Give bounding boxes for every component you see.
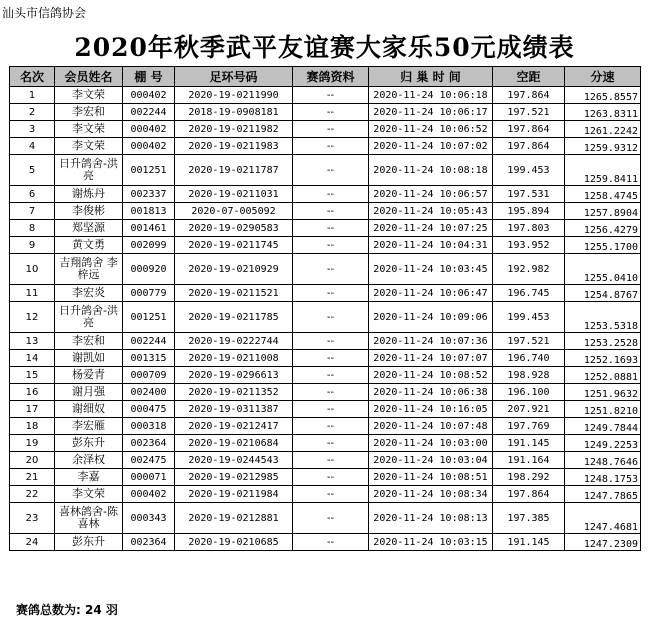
cell-ring: 2020-19-0211785 (175, 302, 293, 333)
cell-speed: 1257.8904 (565, 203, 641, 220)
cell-loft: 000402 (123, 138, 175, 155)
cell-speed: 1249.2253 (565, 435, 641, 452)
cell-name: 余泽权 (55, 452, 123, 469)
cell-speed: 1254.8767 (565, 285, 641, 302)
cell-rank: 4 (10, 138, 55, 155)
cell-info: -- (293, 104, 369, 121)
cell-ring: 2020-19-0296613 (175, 367, 293, 384)
cell-rank: 13 (10, 333, 55, 350)
cell-time: 2020-11-24 10:06:38 (369, 384, 493, 401)
table-row (10, 418, 641, 435)
cell-distance: 197.769 (493, 418, 565, 435)
cell-rank: 6 (10, 186, 55, 203)
cell-time: 2020-11-24 10:07:36 (369, 333, 493, 350)
cell-ring: 2020-19-0211031 (175, 186, 293, 203)
cell-name: 杨爱青 (55, 367, 123, 384)
cell-ring: 2020-19-0211521 (175, 285, 293, 302)
cell-distance: 193.952 (493, 237, 565, 254)
cell-name: 吉翔鸽舍 李梓远 (55, 254, 123, 285)
cell-ring: 2020-19-0211984 (175, 486, 293, 503)
table-row (10, 138, 641, 155)
cell-rank: 1 (10, 87, 55, 104)
table-row (10, 469, 641, 486)
cell-time: 2020-11-24 10:03:00 (369, 435, 493, 452)
cell-info: -- (293, 469, 369, 486)
cell-ring: 2020-19-0211982 (175, 121, 293, 138)
table-row (10, 302, 641, 333)
table-row (10, 503, 641, 534)
cell-ring: 2020-19-0210684 (175, 435, 293, 452)
cell-info: -- (293, 418, 369, 435)
table-row (10, 534, 641, 551)
cell-distance: 191.145 (493, 435, 565, 452)
cell-name: 彭东升 (55, 435, 123, 452)
cell-info: -- (293, 503, 369, 534)
cell-time: 2020-11-24 10:08:18 (369, 155, 493, 186)
cell-loft: 000920 (123, 254, 175, 285)
cell-rank: 10 (10, 254, 55, 285)
table-row (10, 203, 641, 220)
cell-name: 李宏雁 (55, 418, 123, 435)
cell-ring: 2020-19-0212881 (175, 503, 293, 534)
table-row (10, 350, 641, 367)
cell-time: 2020-11-24 10:09:06 (369, 302, 493, 333)
cell-info: -- (293, 220, 369, 237)
cell-loft: 002475 (123, 452, 175, 469)
cell-ring: 2020-19-0211745 (175, 237, 293, 254)
cell-time: 2020-11-24 10:06:57 (369, 186, 493, 203)
cell-loft: 001461 (123, 220, 175, 237)
table-row (10, 401, 641, 418)
cell-name: 李宏炎 (55, 285, 123, 302)
cell-distance: 197.803 (493, 220, 565, 237)
table-row (10, 104, 641, 121)
cell-loft: 000343 (123, 503, 175, 534)
column-header-loft: 棚 号 (123, 67, 175, 87)
cell-name: 郑坚源 (55, 220, 123, 237)
cell-name: 谢炼丹 (55, 186, 123, 203)
cell-name: 李宏和 (55, 333, 123, 350)
cell-speed: 1258.4745 (565, 186, 641, 203)
column-header-name: 会员姓名 (55, 67, 123, 87)
cell-loft: 002364 (123, 435, 175, 452)
cell-info: -- (293, 435, 369, 452)
cell-loft: 000779 (123, 285, 175, 302)
cell-ring: 2020-19-0212985 (175, 469, 293, 486)
cell-speed: 1261.2242 (565, 121, 641, 138)
cell-distance: 197.521 (493, 104, 565, 121)
cell-info: -- (293, 121, 369, 138)
cell-distance: 197.864 (493, 121, 565, 138)
cell-rank: 9 (10, 237, 55, 254)
cell-distance: 196.100 (493, 384, 565, 401)
cell-speed: 1256.4279 (565, 220, 641, 237)
cell-info: -- (293, 138, 369, 155)
cell-speed: 1259.9312 (565, 138, 641, 155)
cell-loft: 002400 (123, 384, 175, 401)
table-row (10, 435, 641, 452)
cell-loft: 002364 (123, 534, 175, 551)
cell-speed: 1251.9632 (565, 384, 641, 401)
cell-time: 2020-11-24 10:08:13 (369, 503, 493, 534)
cell-name: 日升鸽舍-洪亮 (55, 302, 123, 333)
cell-rank: 12 (10, 302, 55, 333)
table-row (10, 87, 641, 104)
cell-loft: 002099 (123, 237, 175, 254)
page-title: 2020年秋季武平友谊赛大家乐50元成绩表 (74, 33, 575, 62)
table-row (10, 155, 641, 186)
cell-time: 2020-11-24 10:03:45 (369, 254, 493, 285)
cell-loft: 001813 (123, 203, 175, 220)
table-row (10, 254, 641, 285)
cell-time: 2020-11-24 10:03:04 (369, 452, 493, 469)
cell-distance: 197.864 (493, 87, 565, 104)
cell-name: 李文荣 (55, 87, 123, 104)
column-header-distance: 空距 (493, 67, 565, 87)
table-row (10, 367, 641, 384)
cell-info: -- (293, 452, 369, 469)
results-body (10, 87, 641, 551)
cell-time: 2020-11-24 10:07:48 (369, 418, 493, 435)
cell-loft: 000709 (123, 367, 175, 384)
cell-distance: 197.864 (493, 486, 565, 503)
cell-time: 2020-11-24 10:05:43 (369, 203, 493, 220)
organization-name: 汕头市信鸽协会 (2, 6, 87, 20)
cell-name: 李文荣 (55, 138, 123, 155)
cell-rank: 16 (10, 384, 55, 401)
cell-ring: 2020-19-0212417 (175, 418, 293, 435)
cell-distance: 197.531 (493, 186, 565, 203)
table-row (10, 384, 641, 401)
table-row (10, 285, 641, 302)
cell-name: 彭东升 (55, 534, 123, 551)
cell-loft: 000402 (123, 121, 175, 138)
cell-speed: 1251.8210 (565, 401, 641, 418)
cell-name: 李文荣 (55, 121, 123, 138)
cell-name: 李文荣 (55, 486, 123, 503)
total-count: 赛鸽总数为: 24 羽 (16, 603, 118, 617)
cell-speed: 1259.8411 (565, 155, 641, 186)
cell-rank: 3 (10, 121, 55, 138)
cell-info: -- (293, 302, 369, 333)
cell-speed: 1255.1700 (565, 237, 641, 254)
cell-rank: 18 (10, 418, 55, 435)
cell-rank: 5 (10, 155, 55, 186)
cell-loft: 000318 (123, 418, 175, 435)
cell-ring: 2020-19-0211990 (175, 87, 293, 104)
cell-loft: 001315 (123, 350, 175, 367)
cell-name: 谢月强 (55, 384, 123, 401)
cell-time: 2020-11-24 10:07:02 (369, 138, 493, 155)
cell-info: -- (293, 155, 369, 186)
cell-time: 2020-11-24 10:08:51 (369, 469, 493, 486)
cell-distance: 191.145 (493, 534, 565, 551)
table-row (10, 452, 641, 469)
cell-rank: 19 (10, 435, 55, 452)
cell-info: -- (293, 285, 369, 302)
cell-rank: 24 (10, 534, 55, 551)
column-header-rank: 名次 (10, 67, 55, 87)
cell-info: -- (293, 186, 369, 203)
cell-distance: 196.740 (493, 350, 565, 367)
cell-ring: 2020-19-0311387 (175, 401, 293, 418)
table-row (10, 121, 641, 138)
column-header-ring: 足环号码 (175, 67, 293, 87)
table-row (10, 186, 641, 203)
cell-distance: 195.894 (493, 203, 565, 220)
cell-rank: 23 (10, 503, 55, 534)
cell-info: -- (293, 534, 369, 551)
cell-ring: 2020-19-0211352 (175, 384, 293, 401)
cell-rank: 15 (10, 367, 55, 384)
table-row (10, 220, 641, 237)
column-header-info: 赛鸽资料 (293, 67, 369, 87)
cell-info: -- (293, 486, 369, 503)
cell-info: -- (293, 203, 369, 220)
cell-speed: 1247.7865 (565, 486, 641, 503)
cell-name: 谢凯如 (55, 350, 123, 367)
cell-loft: 002244 (123, 104, 175, 121)
cell-time: 2020-11-24 10:06:47 (369, 285, 493, 302)
cell-name: 日升鸽舍-洪亮 (55, 155, 123, 186)
cell-info: -- (293, 401, 369, 418)
cell-info: -- (293, 254, 369, 285)
table-row (10, 237, 641, 254)
cell-distance: 199.453 (493, 302, 565, 333)
cell-loft: 002244 (123, 333, 175, 350)
cell-distance: 192.982 (493, 254, 565, 285)
cell-speed: 1252.1693 (565, 350, 641, 367)
column-header-time: 归 巢 时 间 (369, 67, 493, 87)
cell-time: 2020-11-24 10:08:34 (369, 486, 493, 503)
cell-time: 2020-11-24 10:07:25 (369, 220, 493, 237)
header-row (10, 67, 641, 87)
cell-time: 2020-11-24 10:03:15 (369, 534, 493, 551)
cell-time: 2020-11-24 10:04:31 (369, 237, 493, 254)
cell-name: 喜林鸽舍-陈喜林 (55, 503, 123, 534)
cell-loft: 000475 (123, 401, 175, 418)
cell-distance: 198.928 (493, 367, 565, 384)
table-row (10, 333, 641, 350)
cell-rank: 2 (10, 104, 55, 121)
cell-ring: 2020-19-0244543 (175, 452, 293, 469)
cell-rank: 21 (10, 469, 55, 486)
cell-loft: 001251 (123, 155, 175, 186)
cell-loft: 000402 (123, 87, 175, 104)
cell-time: 2020-11-24 10:06:17 (369, 104, 493, 121)
cell-distance: 196.745 (493, 285, 565, 302)
cell-ring: 2020-19-0210929 (175, 254, 293, 285)
cell-ring: 2018-19-0908181 (175, 104, 293, 121)
cell-rank: 20 (10, 452, 55, 469)
results-table (9, 66, 641, 551)
cell-ring: 2020-19-0290583 (175, 220, 293, 237)
cell-time: 2020-11-24 10:16:05 (369, 401, 493, 418)
cell-ring: 2020-07-005092 (175, 203, 293, 220)
cell-loft: 000071 (123, 469, 175, 486)
cell-rank: 22 (10, 486, 55, 503)
cell-rank: 17 (10, 401, 55, 418)
cell-speed: 1253.2528 (565, 333, 641, 350)
cell-loft: 000402 (123, 486, 175, 503)
cell-info: -- (293, 350, 369, 367)
cell-info: -- (293, 384, 369, 401)
cell-ring: 2020-19-0211008 (175, 350, 293, 367)
cell-info: -- (293, 333, 369, 350)
cell-ring: 2020-19-0211787 (175, 155, 293, 186)
cell-rank: 14 (10, 350, 55, 367)
cell-name: 谢细奴 (55, 401, 123, 418)
cell-distance: 197.521 (493, 333, 565, 350)
cell-info: -- (293, 237, 369, 254)
cell-speed: 1263.8311 (565, 104, 641, 121)
cell-speed: 1247.2309 (565, 534, 641, 551)
cell-distance: 198.292 (493, 469, 565, 486)
cell-rank: 11 (10, 285, 55, 302)
cell-speed: 1265.8557 (565, 87, 641, 104)
table-row (10, 486, 641, 503)
cell-ring: 2020-19-0222744 (175, 333, 293, 350)
cell-speed: 1255.0410 (565, 254, 641, 285)
cell-info: -- (293, 87, 369, 104)
cell-rank: 7 (10, 203, 55, 220)
cell-distance: 207.921 (493, 401, 565, 418)
cell-distance: 191.164 (493, 452, 565, 469)
cell-distance: 197.385 (493, 503, 565, 534)
cell-time: 2020-11-24 10:06:18 (369, 87, 493, 104)
cell-loft: 001251 (123, 302, 175, 333)
cell-time: 2020-11-24 10:07:07 (369, 350, 493, 367)
cell-distance: 197.864 (493, 138, 565, 155)
cell-speed: 1248.1753 (565, 469, 641, 486)
cell-name: 李宏和 (55, 104, 123, 121)
cell-ring: 2020-19-0211983 (175, 138, 293, 155)
cell-rank: 8 (10, 220, 55, 237)
cell-speed: 1253.5318 (565, 302, 641, 333)
cell-name: 李嘉 (55, 469, 123, 486)
cell-ring: 2020-19-0210685 (175, 534, 293, 551)
cell-info: -- (293, 367, 369, 384)
cell-distance: 199.453 (493, 155, 565, 186)
cell-speed: 1247.4681 (565, 503, 641, 534)
column-header-speed: 分速 (565, 67, 641, 87)
cell-name: 黄文勇 (55, 237, 123, 254)
cell-speed: 1249.7844 (565, 418, 641, 435)
cell-time: 2020-11-24 10:08:52 (369, 367, 493, 384)
cell-speed: 1252.0881 (565, 367, 641, 384)
cell-loft: 002337 (123, 186, 175, 203)
cell-time: 2020-11-24 10:06:52 (369, 121, 493, 138)
cell-speed: 1248.7646 (565, 452, 641, 469)
cell-name: 李俊彬 (55, 203, 123, 220)
